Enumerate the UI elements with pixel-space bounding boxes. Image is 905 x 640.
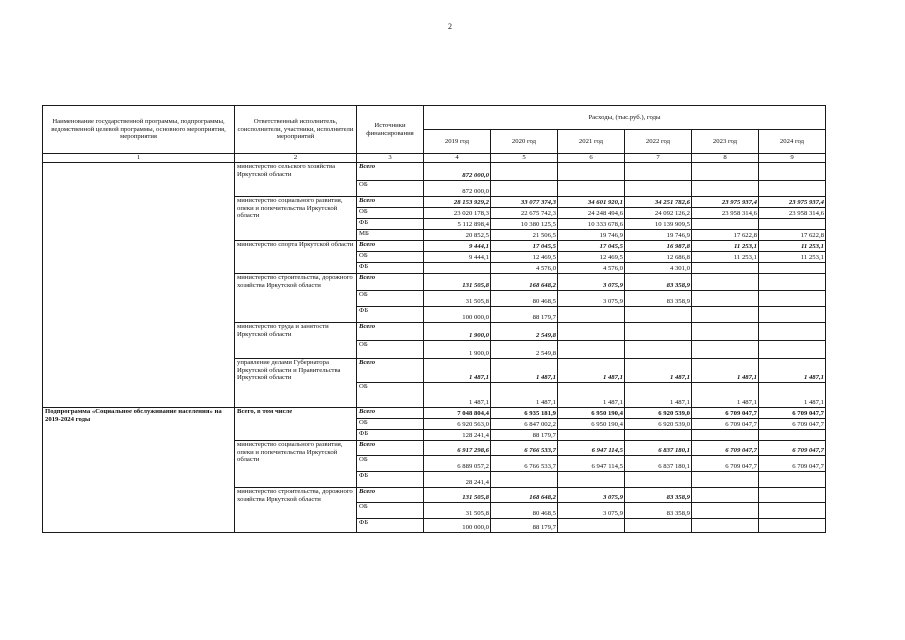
source-cell: ФБ <box>357 263 424 274</box>
value-cell: 17 045,5 <box>558 241 625 252</box>
value-cell: 872 000,0 <box>424 163 491 181</box>
value-cell: 6 709 047,7 <box>759 408 826 419</box>
source-cell: ФБ <box>357 519 424 533</box>
value-cell: 4 576,0 <box>491 263 558 274</box>
value-cell: 6 766 533,7 <box>491 456 558 472</box>
value-cell: 6 709 047,7 <box>692 419 759 430</box>
header-source: Источники финансирования <box>357 106 424 154</box>
value-cell: 872 000,0 <box>424 181 491 197</box>
executor-cell: министерство сельского хозяйства Иркутской области <box>235 163 357 197</box>
source-cell: Всего <box>357 408 424 419</box>
value-cell <box>692 274 759 291</box>
value-cell: 6 837 180,1 <box>625 441 692 456</box>
value-cell <box>692 219 759 230</box>
value-cell: 6 837 180,1 <box>625 456 692 472</box>
value-cell: 23 958 314,6 <box>759 208 826 219</box>
value-cell <box>759 274 826 291</box>
value-cell <box>558 323 625 341</box>
value-cell: 9 444,1 <box>424 252 491 263</box>
source-cell: Всего <box>357 241 424 252</box>
value-cell <box>625 341 692 359</box>
value-cell: 6 935 181,9 <box>491 408 558 419</box>
value-cell: 3 075,9 <box>558 503 625 519</box>
value-cell: 1 900,0 <box>424 341 491 359</box>
source-cell: ОБ <box>357 208 424 219</box>
value-cell: 12 686,8 <box>625 252 692 263</box>
value-cell: 24 092 126,2 <box>625 208 692 219</box>
value-cell: 128 241,4 <box>424 430 491 441</box>
value-cell: 16 987,8 <box>625 241 692 252</box>
value-cell: 6 709 047,7 <box>692 408 759 419</box>
value-cell: 1 487,1 <box>692 383 759 408</box>
value-cell: 1 487,1 <box>759 383 826 408</box>
value-cell: 6 917 298,6 <box>424 441 491 456</box>
value-cell: 34 601 920,1 <box>558 197 625 208</box>
column-index: 4 <box>424 154 491 163</box>
value-cell <box>759 472 826 488</box>
value-cell: 10 333 678,6 <box>558 219 625 230</box>
value-cell <box>491 163 558 181</box>
value-cell <box>692 163 759 181</box>
source-cell: ФБ <box>357 307 424 323</box>
value-cell: 12 469,5 <box>558 252 625 263</box>
source-cell: ОБ <box>357 383 424 408</box>
value-cell <box>424 263 491 274</box>
value-cell <box>625 323 692 341</box>
value-cell: 20 852,5 <box>424 230 491 241</box>
value-cell <box>558 163 625 181</box>
value-cell: 83 358,9 <box>625 274 692 291</box>
value-cell <box>625 181 692 197</box>
executor-cell: управление делами Губернатора Иркутской области и Правительства Иркутской области <box>235 359 357 408</box>
value-cell: 22 675 742,3 <box>491 208 558 219</box>
value-cell <box>759 341 826 359</box>
value-cell <box>692 503 759 519</box>
value-cell <box>692 430 759 441</box>
source-cell: ФБ <box>357 472 424 488</box>
executor-cell: министерство труда и занятости Иркутской области <box>235 323 357 359</box>
value-cell: 83 358,9 <box>625 291 692 307</box>
value-cell: 6 950 190,4 <box>558 408 625 419</box>
value-cell: 11 253,1 <box>692 241 759 252</box>
value-cell <box>558 341 625 359</box>
column-index: 8 <box>692 154 759 163</box>
value-cell: 28 241,4 <box>424 472 491 488</box>
value-cell: 31 505,8 <box>424 291 491 307</box>
value-cell: 6 847 002,2 <box>491 419 558 430</box>
table-row <box>43 163 826 181</box>
value-cell: 6 889 057,2 <box>424 456 491 472</box>
value-cell <box>692 341 759 359</box>
value-cell <box>692 307 759 323</box>
value-cell <box>692 472 759 488</box>
value-cell <box>625 163 692 181</box>
value-cell: 23 020 178,3 <box>424 208 491 219</box>
value-cell: 10 380 125,5 <box>491 219 558 230</box>
value-cell <box>625 307 692 323</box>
value-cell: 11 253,1 <box>692 252 759 263</box>
value-cell: 88 179,7 <box>491 307 558 323</box>
value-cell <box>692 488 759 503</box>
value-cell: 1 487,1 <box>625 359 692 383</box>
value-cell: 88 179,7 <box>491 430 558 441</box>
executor-cell: министерство строительства, дорожного хозяйства Иркутской области <box>235 488 357 533</box>
header-year: 2019 год <box>424 130 491 154</box>
value-cell: 11 253,1 <box>759 252 826 263</box>
value-cell: 23 975 937,4 <box>692 197 759 208</box>
value-cell: 1 487,1 <box>424 359 491 383</box>
value-cell <box>558 519 625 533</box>
column-index: 1 <box>43 154 235 163</box>
table-row <box>43 408 826 419</box>
value-cell: 9 444,1 <box>424 241 491 252</box>
header-year: 2020 год <box>491 130 558 154</box>
source-cell: ФБ <box>357 219 424 230</box>
source-cell: Всего <box>357 323 424 341</box>
value-cell <box>759 163 826 181</box>
column-index: 7 <box>625 154 692 163</box>
value-cell <box>558 307 625 323</box>
value-cell <box>759 307 826 323</box>
value-cell: 23 975 937,4 <box>759 197 826 208</box>
value-cell: 21 506,5 <box>491 230 558 241</box>
value-cell: 4 576,0 <box>558 263 625 274</box>
value-cell: 10 139 909,5 <box>625 219 692 230</box>
value-cell <box>625 519 692 533</box>
value-cell: 19 746,9 <box>558 230 625 241</box>
value-cell: 6 950 190,4 <box>558 419 625 430</box>
value-cell: 6 920 539,0 <box>625 419 692 430</box>
value-cell: 6 947 114,5 <box>558 441 625 456</box>
value-cell: 131 505,8 <box>424 274 491 291</box>
value-cell: 7 048 804,4 <box>424 408 491 419</box>
value-cell: 19 746,9 <box>625 230 692 241</box>
value-cell: 1 487,1 <box>692 359 759 383</box>
value-cell: 80 468,5 <box>491 291 558 307</box>
expenses-table <box>42 105 826 533</box>
source-cell: Всего <box>357 163 424 181</box>
executor-cell: министерство строительства, дорожного хозяйства Иркутской области <box>235 274 357 323</box>
value-cell: 17 622,8 <box>692 230 759 241</box>
value-cell: 17 622,8 <box>759 230 826 241</box>
value-cell: 168 648,2 <box>491 488 558 503</box>
value-cell <box>558 181 625 197</box>
value-cell <box>491 181 558 197</box>
value-cell <box>692 263 759 274</box>
value-cell: 33 077 374,3 <box>491 197 558 208</box>
value-cell: 6 709 047,7 <box>759 441 826 456</box>
value-cell: 6 709 047,7 <box>759 456 826 472</box>
value-cell <box>759 503 826 519</box>
value-cell: 28 153 929,2 <box>424 197 491 208</box>
source-cell: ОБ <box>357 503 424 519</box>
column-index: 9 <box>759 154 826 163</box>
executor-cell: министерство социального развития, опеки и попечительства Иркутской области <box>235 197 357 241</box>
value-cell: 31 505,8 <box>424 503 491 519</box>
source-cell: ОБ <box>357 456 424 472</box>
source-cell: Всего <box>357 488 424 503</box>
value-cell: 1 487,1 <box>625 383 692 408</box>
value-cell <box>759 181 826 197</box>
value-cell: 24 248 494,6 <box>558 208 625 219</box>
value-cell: 2 549,8 <box>491 341 558 359</box>
header-year: 2021 год <box>558 130 625 154</box>
executor-cell: Всего, в том числе <box>235 408 357 441</box>
value-cell: 4 301,0 <box>625 263 692 274</box>
value-cell: 6 709 047,7 <box>692 456 759 472</box>
column-index: 6 <box>558 154 625 163</box>
value-cell <box>558 430 625 441</box>
value-cell: 12 469,5 <box>491 252 558 263</box>
column-index: 5 <box>491 154 558 163</box>
value-cell <box>759 219 826 230</box>
value-cell: 83 358,9 <box>625 503 692 519</box>
value-cell <box>558 472 625 488</box>
value-cell <box>759 291 826 307</box>
column-index: 2 <box>235 154 357 163</box>
source-cell: Всего <box>357 197 424 208</box>
value-cell: 6 766 533,7 <box>491 441 558 456</box>
header-name: Наименование государственной программы, подпрограммы, ведомственной целевой программы, основного мероприятия, мероприятия <box>43 106 235 154</box>
source-cell: ОБ <box>357 181 424 197</box>
program-cell: Подпрограмма «Социальное обслуживание населения» на 2019-2024 годы <box>43 408 235 533</box>
value-cell: 1 487,1 <box>558 359 625 383</box>
value-cell <box>759 430 826 441</box>
value-cell: 3 075,9 <box>558 488 625 503</box>
source-cell: ОБ <box>357 291 424 307</box>
header-year: 2024 год <box>759 130 826 154</box>
value-cell <box>692 519 759 533</box>
program-cell <box>43 163 235 408</box>
value-cell: 11 253,1 <box>759 241 826 252</box>
column-index: 3 <box>357 154 424 163</box>
value-cell: 6 709 047,7 <box>759 419 826 430</box>
value-cell: 6 920 563,0 <box>424 419 491 430</box>
value-cell: 1 900,0 <box>424 323 491 341</box>
value-cell <box>692 323 759 341</box>
source-cell: Всего <box>357 441 424 456</box>
value-cell <box>759 263 826 274</box>
value-cell: 1 487,1 <box>759 359 826 383</box>
value-cell <box>759 488 826 503</box>
value-cell: 1 487,1 <box>491 359 558 383</box>
source-cell: ОБ <box>357 419 424 430</box>
value-cell: 100 000,0 <box>424 307 491 323</box>
value-cell: 83 358,9 <box>625 488 692 503</box>
value-cell: 1 487,1 <box>424 383 491 408</box>
executor-cell: министерство социального развития, опеки и попечительства Иркутской области <box>235 441 357 488</box>
value-cell <box>692 291 759 307</box>
value-cell: 1 487,1 <box>558 383 625 408</box>
value-cell: 3 075,9 <box>558 274 625 291</box>
header-expenses: Расходы, (тыс.руб.), годы <box>424 106 826 130</box>
header-year: 2022 год <box>625 130 692 154</box>
value-cell: 1 487,1 <box>491 383 558 408</box>
value-cell <box>759 323 826 341</box>
value-cell: 131 505,8 <box>424 488 491 503</box>
page-number: 2 <box>448 22 452 31</box>
value-cell: 2 549,8 <box>491 323 558 341</box>
value-cell: 6 920 539,0 <box>625 408 692 419</box>
value-cell: 6 947 114,5 <box>558 456 625 472</box>
value-cell <box>625 430 692 441</box>
source-cell: Всего <box>357 274 424 291</box>
source-cell: Всего <box>357 359 424 383</box>
value-cell: 34 251 782,6 <box>625 197 692 208</box>
value-cell: 100 000,0 <box>424 519 491 533</box>
source-cell: ОБ <box>357 341 424 359</box>
value-cell: 17 045,5 <box>491 241 558 252</box>
header-year: 2023 год <box>692 130 759 154</box>
header-executor: Ответственный исполнитель, соисполнители, участники, исполнители мероприятий <box>235 106 357 154</box>
value-cell: 23 958 314,6 <box>692 208 759 219</box>
value-cell: 6 709 047,7 <box>692 441 759 456</box>
value-cell <box>625 472 692 488</box>
value-cell <box>692 181 759 197</box>
source-cell: ФБ <box>357 430 424 441</box>
source-cell: МБ <box>357 230 424 241</box>
value-cell <box>491 472 558 488</box>
source-cell: ОБ <box>357 252 424 263</box>
value-cell <box>759 519 826 533</box>
value-cell: 3 075,9 <box>558 291 625 307</box>
value-cell: 88 179,7 <box>491 519 558 533</box>
value-cell: 80 468,5 <box>491 503 558 519</box>
executor-cell: министерство спорта Иркутской области <box>235 241 357 274</box>
value-cell: 5 112 898,4 <box>424 219 491 230</box>
value-cell: 168 648,2 <box>491 274 558 291</box>
